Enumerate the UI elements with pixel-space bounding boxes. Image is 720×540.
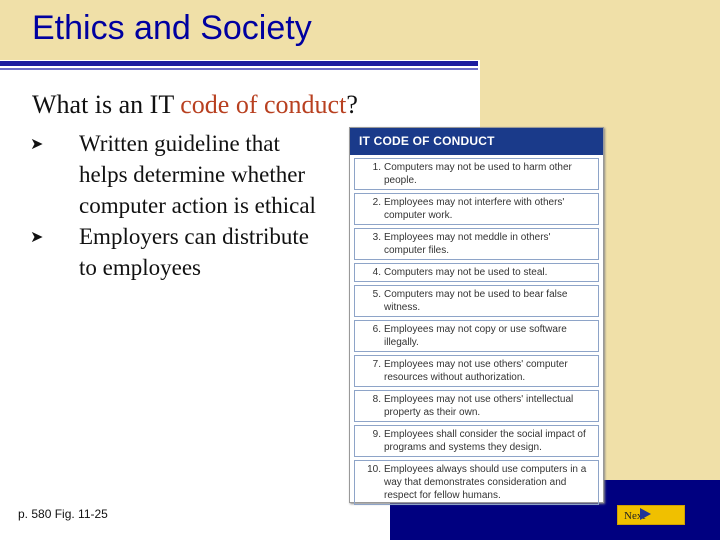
- subtitle-end: ?: [346, 90, 358, 119]
- item-number: 5.: [372, 289, 381, 300]
- conduct-item: [354, 460, 599, 505]
- subtitle-accent: code of conduct: [180, 90, 347, 119]
- arrow-bullet-icon: ➤: [30, 227, 44, 246]
- conduct-list: [350, 158, 603, 505]
- item-number: 1.: [372, 162, 381, 173]
- item-number: 7.: [372, 359, 381, 370]
- conduct-item: [354, 355, 599, 387]
- conduct-item: [354, 158, 599, 190]
- bullet-item: [30, 128, 330, 221]
- conduct-item: [354, 285, 599, 317]
- item-number: 2.: [372, 197, 381, 208]
- conduct-item: [354, 228, 599, 260]
- item-number: 6.: [372, 324, 381, 335]
- bullet-text: Employers can distribute to employees: [79, 224, 309, 280]
- play-triangle-icon[interactable]: [640, 508, 651, 520]
- bullet-item: [30, 221, 330, 283]
- conduct-item: [354, 320, 599, 352]
- item-text: Employees may not interfere with others' computer work.: [384, 197, 565, 221]
- title-rule-thin: [0, 68, 478, 70]
- figure-caption: p. 580 Fig. 11-25: [18, 507, 108, 521]
- item-text: Employees shall consider the social impact of programs and systems they design.: [384, 429, 586, 453]
- item-text: Computers may not be used to steal.: [384, 267, 548, 278]
- conduct-item: [354, 263, 599, 282]
- next-button[interactable]: [617, 505, 685, 525]
- next-label: Next: [624, 510, 646, 522]
- item-number: 8.: [372, 394, 381, 405]
- item-text: Employees may not copy or use software illegally.: [384, 324, 567, 348]
- item-text: Computers may not be used to harm other people.: [384, 162, 572, 186]
- item-text: Employees always should use computers in a way that demonstrates consideration and respect for fellow humans.: [384, 464, 587, 501]
- item-text: Employees may not use others' computer resources without authorization.: [384, 359, 568, 383]
- bullet-text: Written guideline that helps determine whether computer action is ethical: [79, 131, 316, 218]
- item-number: 4.: [372, 267, 381, 278]
- bullet-list: [30, 128, 330, 283]
- item-number: 3.: [372, 232, 381, 243]
- item-number: 9.: [372, 429, 381, 440]
- item-text: Computers may not be used to bear false witness.: [384, 289, 568, 313]
- slide-title: Ethics and Society: [32, 9, 312, 47]
- conduct-item: [354, 193, 599, 225]
- item-text: Employees may not use others' intellectual property as their own.: [384, 394, 574, 418]
- title-rule: [0, 61, 478, 66]
- code-of-conduct-figure: [349, 127, 604, 503]
- conduct-item: [354, 425, 599, 457]
- arrow-bullet-icon: ➤: [30, 134, 44, 153]
- item-number: 10.: [367, 464, 381, 475]
- conduct-item: [354, 390, 599, 422]
- figure-header: IT CODE OF CONDUCT: [350, 128, 603, 155]
- slide-subtitle: [32, 90, 358, 120]
- item-text: Employees may not meddle in others' computer files.: [384, 232, 551, 256]
- subtitle-text: What is an IT: [32, 90, 181, 119]
